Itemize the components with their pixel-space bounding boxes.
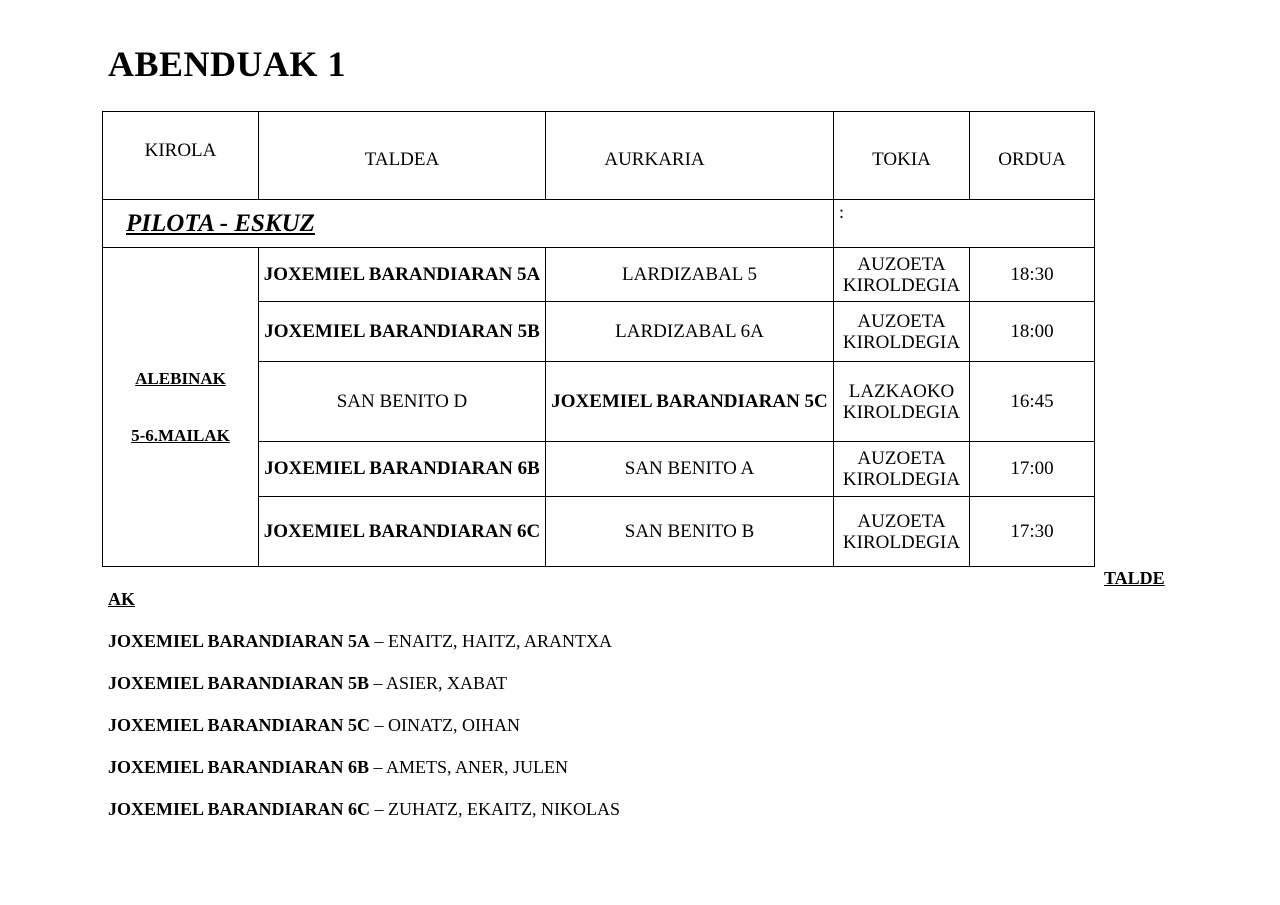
time-cell: 17:00: [970, 442, 1095, 497]
category-line-1: ALEBINAK: [135, 368, 226, 388]
time-cell: 18:00: [970, 302, 1095, 362]
place-cell: AUZOETA KIROLDEGIA: [834, 442, 970, 497]
header-aurkaria: AURKARIA: [546, 112, 834, 200]
opponent-cell: SAN BENITO A: [546, 442, 834, 497]
place-cell: LAZKAOKO KIROLDEGIA: [834, 362, 970, 442]
opponent-cell: JOXEMIEL BARANDIARAN 5C: [546, 362, 834, 442]
team-cell: SAN BENITO D: [259, 362, 546, 442]
team-cell: JOXEMIEL BARANDIARAN 6B: [259, 442, 546, 497]
header-ordua: ORDUA: [970, 112, 1095, 200]
place-cell: AUZOETA KIROLDEGIA: [834, 497, 970, 567]
team-cell: JOXEMIEL BARANDIARAN 5B: [259, 302, 546, 362]
opponent-cell: LARDIZABAL 6A: [546, 302, 834, 362]
list-item: JOXEMIEL BARANDIARAN 5A – ENAITZ, HAITZ, ARANTXA: [108, 631, 612, 651]
header-taldea: TALDEA: [259, 112, 546, 200]
sport-note: :: [834, 200, 1095, 248]
table-row: [103, 248, 1095, 302]
time-cell: 16:45: [970, 362, 1095, 442]
teams-heading-part2: AK: [108, 589, 135, 609]
opponent-cell: SAN BENITO B: [546, 497, 834, 567]
teams-heading-part1: TALDE: [1104, 568, 1165, 588]
list-item: JOXEMIEL BARANDIARAN 6C – ZUHATZ, EKAITZ, NIKOLAS: [108, 799, 620, 819]
header-kirola: KIROLA: [103, 112, 259, 200]
category-line-2: 5-6.MAILAK: [131, 425, 230, 445]
list-item: JOXEMIEL BARANDIARAN 5C – OINATZ, OIHAN: [108, 715, 521, 735]
team-cell: JOXEMIEL BARANDIARAN 5A: [259, 248, 546, 302]
sport-name: PILOTA - ESKUZ: [103, 200, 834, 248]
team-cell: JOXEMIEL BARANDIARAN 6C: [259, 497, 546, 567]
table-header-row: [103, 112, 1095, 200]
list-item: JOXEMIEL BARANDIARAN 6B – AMETS, ANER, JULEN: [108, 757, 569, 777]
opponent-cell: LARDIZABAL 5: [546, 248, 834, 302]
place-cell: AUZOETA KIROLDEGIA: [834, 248, 970, 302]
time-cell: 18:30: [970, 248, 1095, 302]
category-cell: [103, 248, 259, 567]
place-cell: AUZOETA KIROLDEGIA: [834, 302, 970, 362]
list-item: JOXEMIEL BARANDIARAN 5B – ASIER, XABAT: [108, 673, 508, 693]
sport-row: [103, 200, 1095, 248]
team-members-list: [108, 630, 620, 840]
page-title: ABENDUAK 1: [108, 44, 347, 84]
time-cell: 17:30: [970, 497, 1095, 567]
schedule-table: [102, 111, 1095, 567]
header-tokia: TOKIA: [834, 112, 970, 200]
